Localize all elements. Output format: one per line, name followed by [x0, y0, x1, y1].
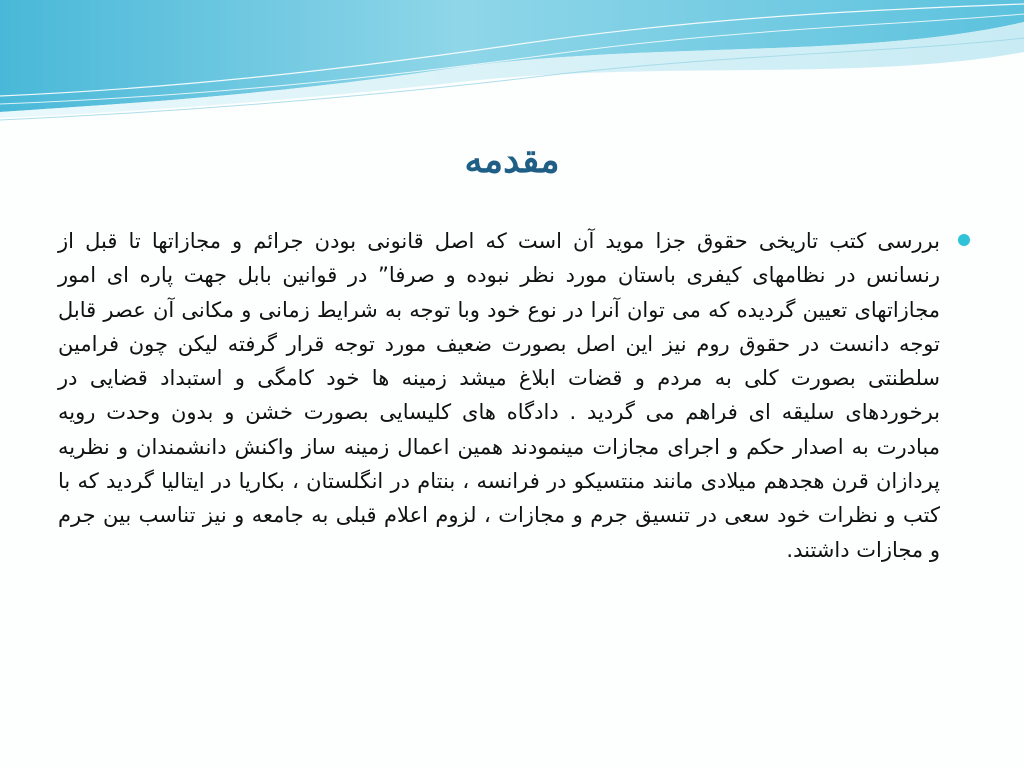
bullet-text: بررسی کتب تاریخی حقوق جزا موید آن است که اصل قانونی بودن جرائم و مجازاتها تا قبل از رنسانس در نظامهای کیفری باستان مورد نظر نبوده و صرفا” در قوانین بابل جهت پاره ای امور مجازاتهای تعیین گردیده که می توان آنرا در نوع خود وبا توجه به شرایط زمانی و مکانی آن عصر قابل توجه دانست در حقوق روم نیز این اصل بصورت ضعیف مورد توجه قرار گرفته لیکن چون فرامین سلطنتی بصورت کلی به مردم و قضات ابلاغ میشد زمینه ها خود کامگی و استبداد قضایی در برخوردهای سلیقه ای فراهم می گردید . دادگاه های کلیسایی بصورت خشن و بدون وحدت رویه مبادرت به اصدار حکم و اجرای مجازات مینمودند همین اعمال زمینه ساز واکنش دانشمندان و نظریه پردازان قرن هجدهم میلادی مانند منتسیکو در فرانسه ، بنتام در انگلستان ، بکاریا در ایتالیا گردید که با کتب و نظرات خود سعی در تنسیق جرم و مجازات ، لزوم اعلام قبلی به جامعه و نیز تناسب بین جرم و مجازات داشتند.	[58, 229, 940, 562]
bullet-item	[58, 224, 972, 567]
bullet-list	[58, 224, 972, 567]
header-wave-decoration	[0, 0, 1024, 130]
bullet-dot-icon	[958, 234, 970, 246]
slide-title: مقدمه	[464, 139, 560, 181]
